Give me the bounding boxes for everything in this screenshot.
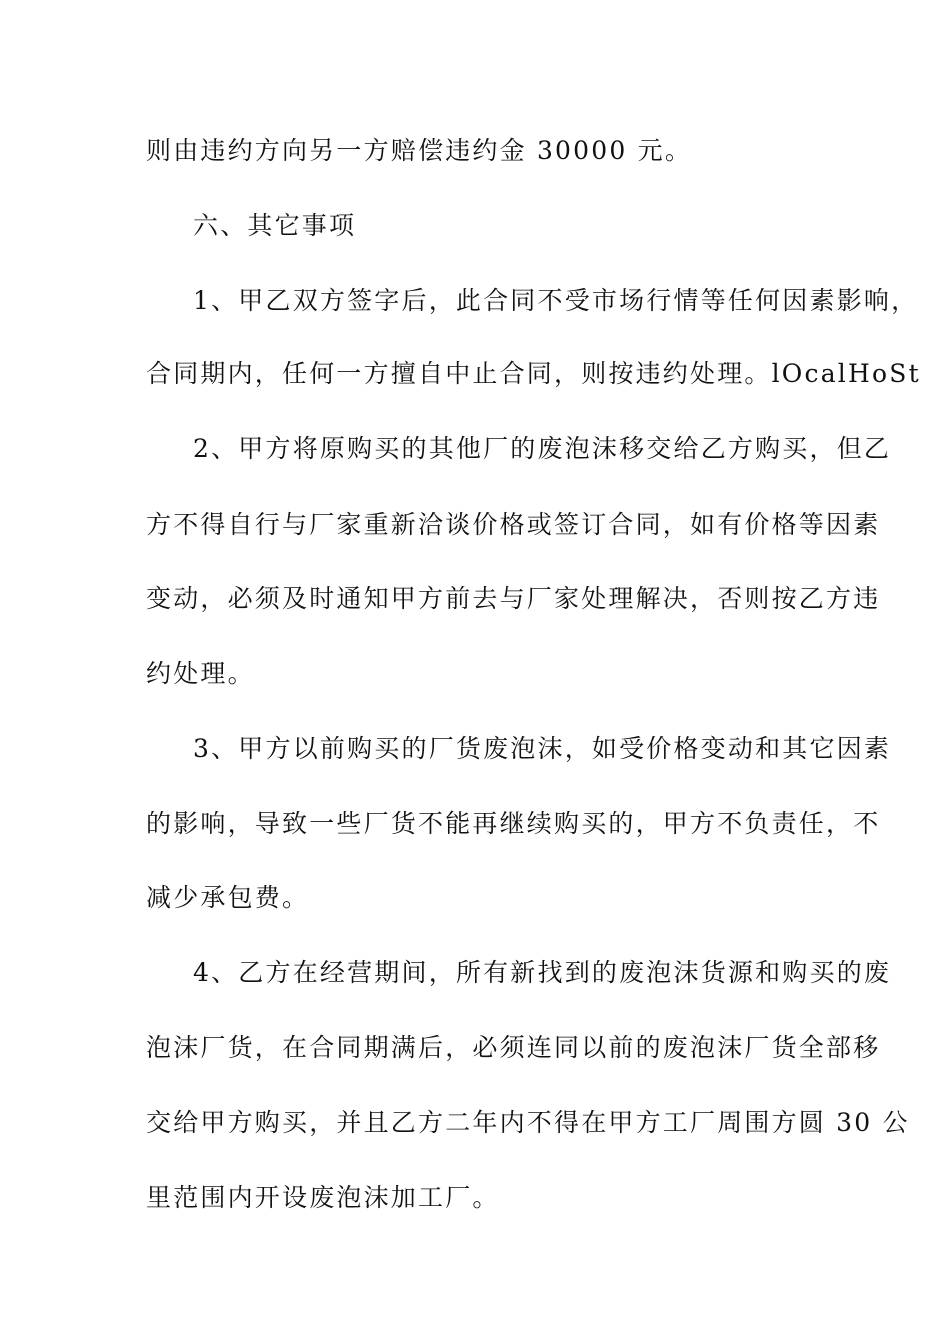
- clause-2-line-1: 2、甲方将原购买的其他厂的废泡沫移交给乙方购买，但乙: [193, 434, 892, 463]
- clause-3-line-3: 减少承包费。: [146, 883, 310, 912]
- clause-2-line-2: 方不得自行与厂家重新洽谈价格或签订合同，如有价格等因素: [146, 510, 881, 539]
- clause-2-line-3: 变动，必须及时通知甲方前去与厂家处理解决，否则按乙方违: [146, 584, 881, 613]
- clause-3-line-2: 的影响，导致一些厂货不能再继续购买的，甲方不负责任，不: [146, 809, 881, 838]
- section-heading-other-matters: 六、其它事项: [193, 211, 357, 240]
- clause-4-line-1: 4、乙方在经营期间，所有新找到的废泡沫货源和购买的废: [193, 958, 892, 987]
- clause-2-line-4: 约处理。: [146, 659, 255, 688]
- text-line-1: 则由违约方向另一方赔偿违约金 30000 元。: [146, 136, 693, 165]
- clause-4-line-2: 泡沫厂货，在合同期满后，必须连同以前的废泡沫厂货全部移: [146, 1033, 881, 1062]
- clause-4-line-4: 里范围内开设废泡沫加工厂。: [146, 1183, 500, 1212]
- clause-1-line-1: 1、甲乙双方签字后，此合同不受市场行情等任何因素影响，: [193, 286, 919, 315]
- clause-4-line-3: 交给甲方购买，并且乙方二年内不得在甲方工厂周围方圆 30 公: [146, 1108, 910, 1137]
- clause-3-line-1: 3、甲方以前购买的厂货废泡沫，如受价格变动和其它因素: [193, 734, 892, 763]
- clause-1-line-2: 合同期内，任何一方擅自中止合同，则按违约处理。lOcalHoSt: [146, 359, 921, 388]
